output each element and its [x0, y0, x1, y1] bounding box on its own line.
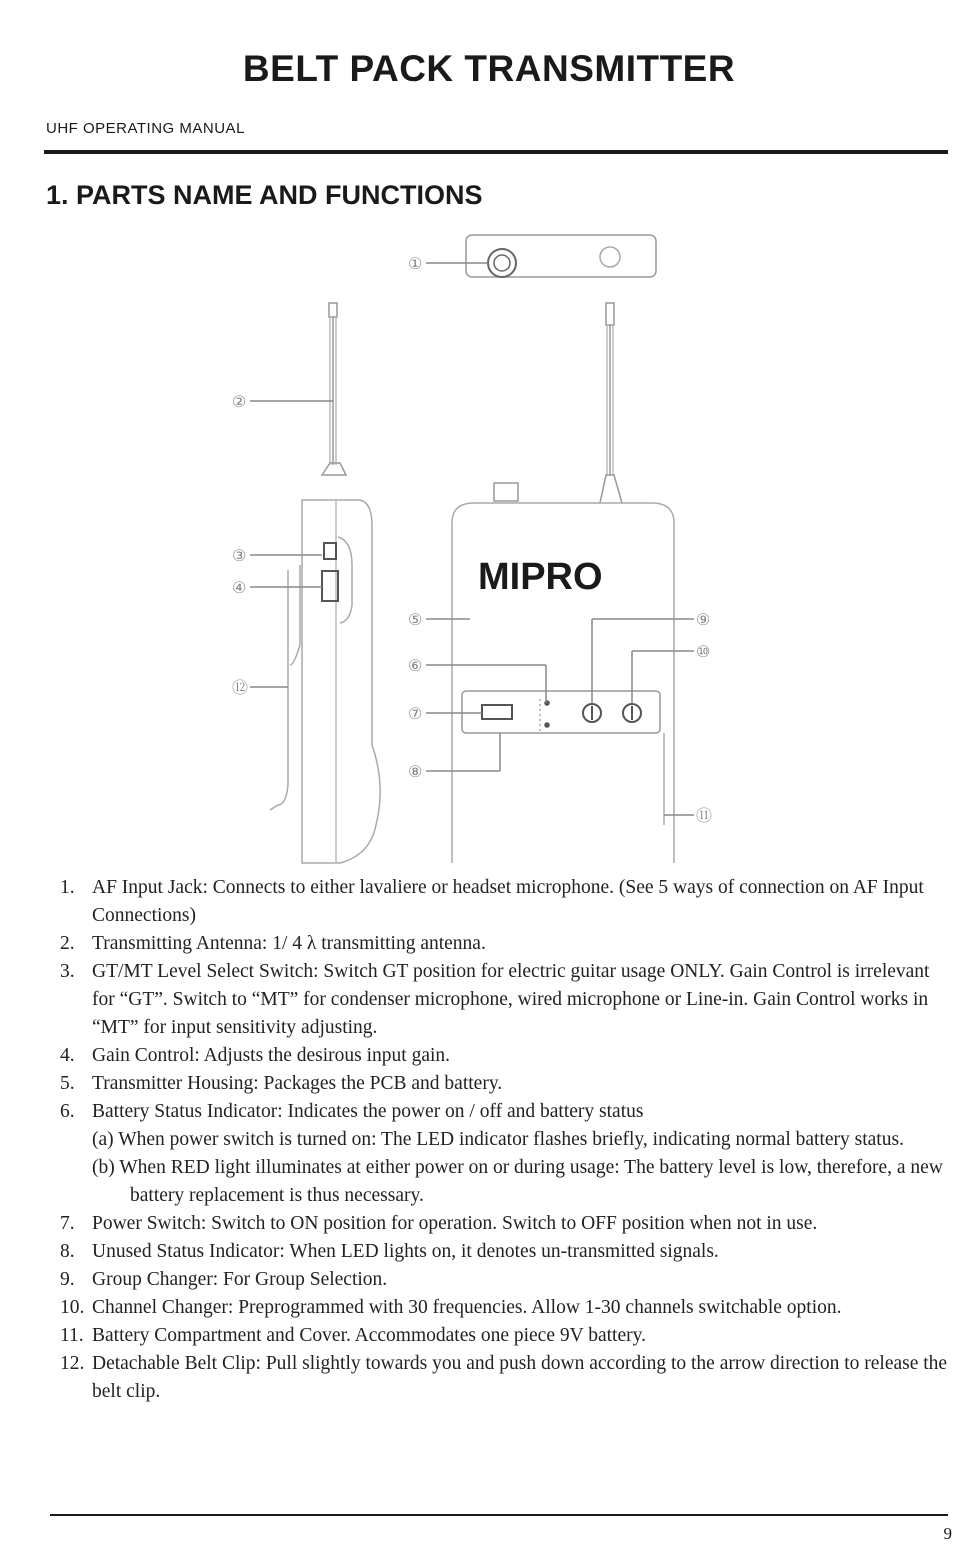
list-item	[60, 1294, 950, 1322]
item-number: 11.	[60, 1325, 84, 1346]
sub-text: When RED light illuminates at either power on or during usage: The battery level is low, therefore, a new battery replacement is thus necessary.	[119, 1157, 943, 1206]
item-number: 7.	[60, 1213, 75, 1234]
item-text: GT/MT Level Select Switch: Switch GT position for electric guitar usage ONLY. Gain Control is irrelevant for “GT”. Switch to “MT” for condenser microphone, wired microphone or Line-in. Gain Control works in “MT” for input sensitivity adjusting.	[92, 961, 930, 1038]
item-text: Transmitter Housing: Packages the PCB and battery.	[92, 1073, 503, 1094]
sub-text: When power switch is turned on: The LED indicator flashes briefly, indicating normal battery status.	[118, 1129, 904, 1150]
item-number: 4.	[60, 1045, 75, 1066]
item-text: Gain Control: Adjusts the desirous input gain.	[92, 1045, 451, 1066]
footer-rule	[50, 1514, 948, 1516]
item-number: 9.	[60, 1269, 75, 1290]
sub-label: (b)	[92, 1157, 115, 1178]
list-item	[60, 1322, 950, 1350]
sub-label: (a)	[92, 1129, 114, 1150]
side-view	[250, 303, 380, 863]
callout-5: ⑤	[408, 612, 423, 629]
item-text: Unused Status Indicator: When LED lights on, it denotes un-transmitted signals.	[92, 1241, 719, 1262]
callout-2: ②	[232, 394, 247, 411]
callout-6: ⑥	[408, 658, 423, 675]
list-item	[60, 1238, 950, 1266]
callout-7: ⑦	[408, 706, 423, 723]
item-number: 1.	[60, 877, 75, 898]
list-item	[60, 1098, 950, 1210]
page-title: BELT PACK TRANSMITTER	[242, 48, 736, 89]
callout-11: ⑪	[696, 808, 713, 825]
sub-item	[92, 1154, 950, 1210]
item-text: Group Changer: For Group Selection.	[92, 1269, 388, 1290]
item-number: 8.	[60, 1241, 75, 1262]
callout-8: ⑧	[408, 764, 423, 781]
callout-10: ⑩	[696, 644, 711, 661]
list-item	[60, 1070, 950, 1098]
item-text: Transmitting Antenna: 1/ 4 λ transmitting antenna.	[92, 933, 486, 954]
callout-4: ④	[232, 580, 247, 597]
callout-1: ①	[408, 256, 423, 273]
callout-3: ③	[232, 548, 247, 565]
item-number: 6.	[60, 1101, 75, 1122]
page-number: 9	[943, 1524, 952, 1543]
item-text: Detachable Belt Clip: Pull slightly towards you and push down according to the arrow direction to release the belt clip.	[92, 1353, 948, 1402]
item-text: Battery Compartment and Cover. Accommodates one piece 9V battery.	[92, 1325, 646, 1346]
manual-subtitle: UHF OPERATING MANUAL	[46, 120, 245, 137]
callout-12: ⑫	[232, 680, 249, 697]
item-number: 12.	[60, 1353, 85, 1374]
transmitter-diagram	[0, 225, 978, 875]
item-text: Power Switch: Switch to ON position for operation. Switch to OFF position when not in use.	[92, 1213, 818, 1234]
callout-9: ⑨	[696, 612, 711, 629]
item-text: Channel Changer: Preprogrammed with 30 frequencies. Allow 1-30 channels switchable option.	[92, 1297, 842, 1318]
list-item	[60, 1210, 950, 1238]
top-view	[426, 235, 656, 277]
list-item	[60, 874, 950, 930]
item-number: 5.	[60, 1073, 75, 1094]
item-text: AF Input Jack: Connects to either lavaliere or headset microphone. (See 5 ways of connection on AF Input Connections)	[92, 877, 924, 926]
parts-list	[60, 874, 950, 1406]
section-heading: 1. PARTS NAME AND FUNCTIONS	[46, 180, 483, 210]
item-number: 3.	[60, 961, 75, 982]
list-item	[60, 958, 950, 1042]
item-number: 10.	[60, 1297, 85, 1318]
mipro-logo: MIPRO	[478, 556, 603, 598]
header-rule	[44, 150, 948, 154]
list-item	[60, 1350, 950, 1406]
list-item	[60, 1266, 950, 1294]
item-number: 2.	[60, 933, 75, 954]
list-item	[60, 930, 950, 958]
item-text: Battery Status Indicator: Indicates the power on / off and battery status	[92, 1101, 644, 1122]
sub-item	[92, 1126, 950, 1154]
list-item	[60, 1042, 950, 1070]
